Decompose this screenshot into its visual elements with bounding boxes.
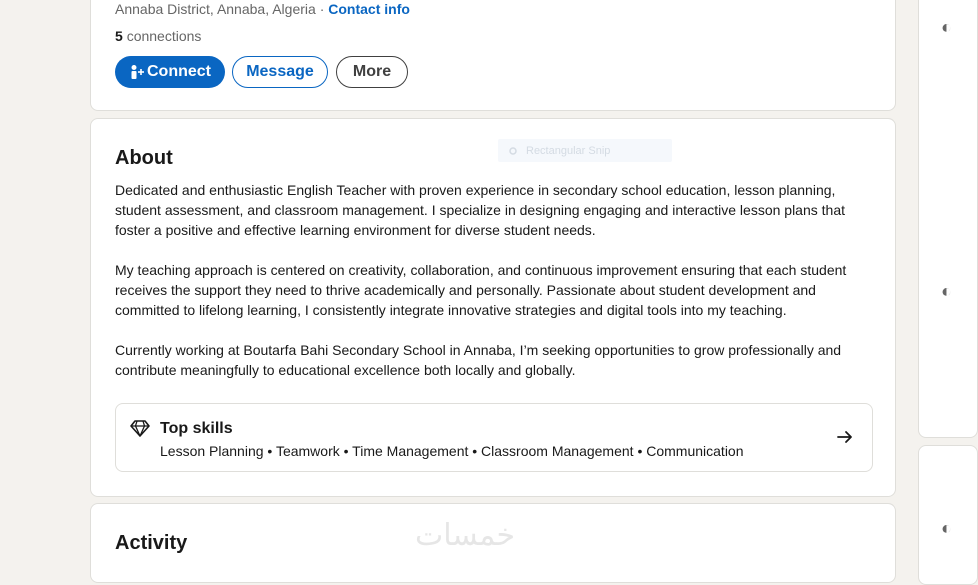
sidebar-avatar-icon: ◐ — [941, 281, 952, 301]
connections-label: connections — [126, 28, 202, 44]
about-paragraph-3: Currently working at Boutarfa Bahi Secondary School in Annaba, I’m seeking opportunities to grow professionally and contribute meaningfully to educational excellence both locally and globally. — [115, 342, 842, 378]
more-button[interactable]: More — [336, 56, 408, 88]
sidebar-avatar-icon: ◐ — [941, 17, 952, 37]
diamond-icon — [130, 418, 150, 438]
separator: · — [319, 1, 325, 17]
arrow-right-icon[interactable] — [836, 428, 854, 446]
snip-label: Rectangular Snip — [526, 144, 611, 157]
sidebar-avatar-icon: ◐ — [941, 518, 952, 538]
connections-count: 5 — [115, 28, 123, 44]
about-paragraph-1: Dedicated and enthusiastic English Teacher with proven experience in secondary school education, lesson planning, student assessment, and classroom management. I specialize in designing engaging and interactive lesson plans that foster a positive and effective learning environment for diverse student needs. — [115, 182, 845, 238]
top-skills-box[interactable] — [115, 403, 873, 472]
snip-icon — [508, 146, 518, 156]
rectangular-snip-overlay — [498, 139, 672, 162]
location-line — [115, 1, 410, 17]
sidebar-card-2 — [918, 445, 978, 585]
profile-intro-card — [90, 0, 896, 111]
watermark: خمسات — [415, 518, 516, 553]
about-paragraph-2: My teaching approach is centered on creativity, collaboration, and continuous improvement ensuring that each student receives the support they need to thrive academically and personally. Passionate about student development and committed to lifelong learning, I consistently integrate innovative strategies and digital tools into my teaching. — [115, 262, 847, 318]
connect-label: Connect — [147, 63, 211, 80]
message-button[interactable]: Message — [232, 56, 328, 88]
profile-location: Annaba District, Annaba, Algeria — [115, 1, 316, 17]
connect-button[interactable] — [115, 56, 225, 88]
about-card — [90, 118, 896, 497]
top-skills-list: Lesson Planning • Teamwork • Time Management • Classroom Management • Communication — [160, 443, 744, 459]
top-skills-title: Top skills — [160, 420, 233, 437]
sidebar-card — [918, 0, 978, 438]
activity-title: Activity — [115, 532, 188, 554]
about-title: About — [115, 147, 173, 169]
contact-info-link[interactable]: Contact info — [328, 1, 410, 17]
connections-line[interactable] — [115, 28, 201, 44]
person-add-icon — [129, 64, 145, 80]
